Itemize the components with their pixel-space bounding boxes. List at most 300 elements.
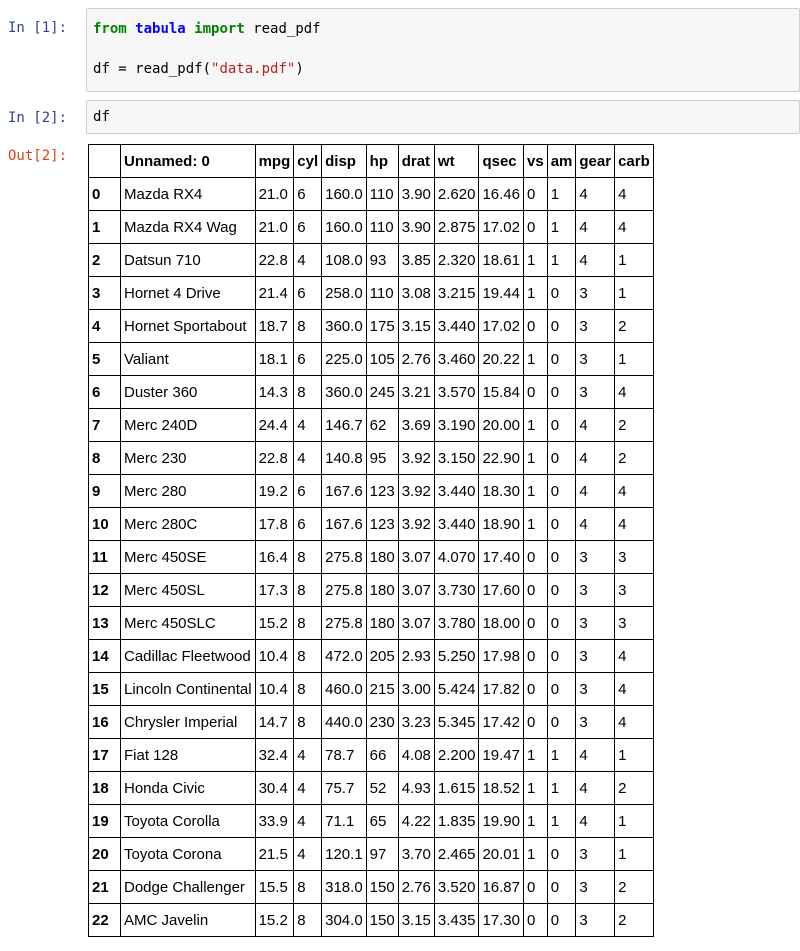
table-row bbox=[89, 805, 654, 838]
table-cell: 2.465 bbox=[434, 838, 479, 871]
table-row bbox=[89, 211, 654, 244]
table-cell: 75.7 bbox=[322, 772, 367, 805]
column-header: Unnamed: 0 bbox=[121, 145, 256, 178]
table-cell: 3 bbox=[576, 574, 615, 607]
table-cell: 5.250 bbox=[434, 640, 479, 673]
table-cell: 10.4 bbox=[255, 640, 294, 673]
row-index: 5 bbox=[89, 343, 121, 376]
table-cell: 20.00 bbox=[479, 409, 524, 442]
table-cell: 1 bbox=[524, 244, 548, 277]
table-cell: 3 bbox=[576, 343, 615, 376]
table-cell: 21.0 bbox=[255, 178, 294, 211]
table-cell: 15.2 bbox=[255, 607, 294, 640]
table-cell: 3.07 bbox=[398, 574, 434, 607]
table-cell: 4 bbox=[294, 805, 322, 838]
row-index: 11 bbox=[89, 541, 121, 574]
table-cell: 22.8 bbox=[255, 244, 294, 277]
column-header: drat bbox=[398, 145, 434, 178]
table-cell: 3 bbox=[576, 310, 615, 343]
table-cell: 8 bbox=[294, 607, 322, 640]
table-cell: 0 bbox=[547, 541, 576, 574]
table-cell: 3.15 bbox=[398, 310, 434, 343]
table-row bbox=[89, 409, 654, 442]
table-cell: 14.3 bbox=[255, 376, 294, 409]
table-cell: 275.8 bbox=[322, 607, 367, 640]
table-cell: 0 bbox=[524, 706, 548, 739]
table-cell: 2.76 bbox=[398, 871, 434, 904]
table-cell: 3 bbox=[576, 640, 615, 673]
table-cell: Chrysler Imperial bbox=[121, 706, 256, 739]
code-line bbox=[93, 61, 304, 77]
table-cell: 0 bbox=[524, 541, 548, 574]
table-cell: 3 bbox=[576, 277, 615, 310]
table-cell: 93 bbox=[366, 244, 398, 277]
table-cell: 160.0 bbox=[322, 211, 367, 244]
row-index: 1 bbox=[89, 211, 121, 244]
table-cell: 1 bbox=[615, 277, 654, 310]
table-row bbox=[89, 277, 654, 310]
table-cell: 0 bbox=[547, 376, 576, 409]
table-cell: Merc 450SL bbox=[121, 574, 256, 607]
row-index: 6 bbox=[89, 376, 121, 409]
table-cell: 6 bbox=[294, 343, 322, 376]
table-cell: Merc 280C bbox=[121, 508, 256, 541]
table-cell: 1 bbox=[547, 178, 576, 211]
table-cell: 0 bbox=[547, 310, 576, 343]
table-cell: 2 bbox=[615, 871, 654, 904]
table-cell: 440.0 bbox=[322, 706, 367, 739]
table-cell: 3.00 bbox=[398, 673, 434, 706]
table-cell: 3 bbox=[576, 673, 615, 706]
table-cell: 95 bbox=[366, 442, 398, 475]
row-index: 12 bbox=[89, 574, 121, 607]
table-cell: 1 bbox=[524, 805, 548, 838]
table-cell: Merc 240D bbox=[121, 409, 256, 442]
table-cell: 0 bbox=[524, 211, 548, 244]
table-cell: 0 bbox=[547, 706, 576, 739]
table-cell: 120.1 bbox=[322, 838, 367, 871]
table-cell: 18.1 bbox=[255, 343, 294, 376]
table-cell: 1 bbox=[615, 838, 654, 871]
table-cell: 4 bbox=[294, 838, 322, 871]
table-cell: 3.69 bbox=[398, 409, 434, 442]
table-cell: 1 bbox=[615, 244, 654, 277]
table-cell: 66 bbox=[366, 739, 398, 772]
table-cell: 150 bbox=[366, 904, 398, 937]
table-cell: 108.0 bbox=[322, 244, 367, 277]
column-header: hp bbox=[366, 145, 398, 178]
column-header: disp bbox=[322, 145, 367, 178]
table-cell: 0 bbox=[524, 178, 548, 211]
code-cell-2[interactable] bbox=[86, 100, 800, 134]
table-cell: 3.70 bbox=[398, 838, 434, 871]
table-cell: 0 bbox=[547, 673, 576, 706]
table-cell: 32.4 bbox=[255, 739, 294, 772]
table-cell: 1.835 bbox=[434, 805, 479, 838]
table-cell: 4.070 bbox=[434, 541, 479, 574]
table-cell: 0 bbox=[524, 574, 548, 607]
table-cell: 97 bbox=[366, 838, 398, 871]
table-cell: 1 bbox=[615, 739, 654, 772]
row-index: 3 bbox=[89, 277, 121, 310]
table-cell: 10.4 bbox=[255, 673, 294, 706]
table-cell: 2.76 bbox=[398, 343, 434, 376]
table-cell: 18.90 bbox=[479, 508, 524, 541]
table-cell: 8 bbox=[294, 376, 322, 409]
table-cell: 3.92 bbox=[398, 508, 434, 541]
table-cell: 3.85 bbox=[398, 244, 434, 277]
table-cell: 0 bbox=[547, 277, 576, 310]
table-cell: Toyota Corona bbox=[121, 838, 256, 871]
row-index: 16 bbox=[89, 706, 121, 739]
row-index: 10 bbox=[89, 508, 121, 541]
output-prompt-2: Out[2]: bbox=[8, 148, 68, 164]
table-cell: 8 bbox=[294, 871, 322, 904]
table-cell: 4 bbox=[576, 805, 615, 838]
table-cell: 20.22 bbox=[479, 343, 524, 376]
table-cell: 17.3 bbox=[255, 574, 294, 607]
table-cell: 205 bbox=[366, 640, 398, 673]
table-cell: 17.8 bbox=[255, 508, 294, 541]
table-cell: 2 bbox=[615, 310, 654, 343]
table-cell: 18.30 bbox=[479, 475, 524, 508]
row-index: 4 bbox=[89, 310, 121, 343]
table-cell: 0 bbox=[524, 376, 548, 409]
column-header: qsec bbox=[479, 145, 524, 178]
table-cell: Hornet Sportabout bbox=[121, 310, 256, 343]
code-cell-1[interactable] bbox=[86, 8, 800, 92]
column-header: wt bbox=[434, 145, 479, 178]
table-cell: 460.0 bbox=[322, 673, 367, 706]
table-cell: 3.150 bbox=[434, 442, 479, 475]
table-cell: 4 bbox=[576, 475, 615, 508]
table-cell: 17.02 bbox=[479, 211, 524, 244]
table-cell: 2 bbox=[615, 904, 654, 937]
table-cell: 225.0 bbox=[322, 343, 367, 376]
table-cell: 17.30 bbox=[479, 904, 524, 937]
row-index: 21 bbox=[89, 871, 121, 904]
table-cell: 3 bbox=[576, 871, 615, 904]
table-cell: 110 bbox=[366, 277, 398, 310]
column-header: carb bbox=[615, 145, 654, 178]
table-cell: 17.60 bbox=[479, 574, 524, 607]
table-cell: 4 bbox=[615, 376, 654, 409]
table-cell: 360.0 bbox=[322, 376, 367, 409]
table-cell: 3.23 bbox=[398, 706, 434, 739]
table-cell: 17.42 bbox=[479, 706, 524, 739]
table-cell: 8 bbox=[294, 574, 322, 607]
table-cell: 4 bbox=[576, 244, 615, 277]
code-token bbox=[186, 21, 194, 37]
row-index: 14 bbox=[89, 640, 121, 673]
table-cell: 4 bbox=[576, 178, 615, 211]
table-cell: Mazda RX4 bbox=[121, 178, 256, 211]
table-cell: 8 bbox=[294, 706, 322, 739]
table-cell: Datsun 710 bbox=[121, 244, 256, 277]
table-cell: 3.520 bbox=[434, 871, 479, 904]
table-row bbox=[89, 607, 654, 640]
table-row bbox=[89, 739, 654, 772]
table-cell: 19.2 bbox=[255, 475, 294, 508]
table-cell: Mazda RX4 Wag bbox=[121, 211, 256, 244]
code-token: tabula bbox=[135, 21, 186, 37]
table-cell: 0 bbox=[547, 838, 576, 871]
table-cell: 4.22 bbox=[398, 805, 434, 838]
table-cell: 6 bbox=[294, 211, 322, 244]
table-cell: 1 bbox=[615, 343, 654, 376]
table-cell: 8 bbox=[294, 640, 322, 673]
table-cell: 0 bbox=[524, 871, 548, 904]
dataframe-table bbox=[88, 144, 654, 937]
table-cell: 0 bbox=[547, 871, 576, 904]
column-header: cyl bbox=[294, 145, 322, 178]
table-cell: 0 bbox=[547, 475, 576, 508]
table-cell: AMC Javelin bbox=[121, 904, 256, 937]
table-cell: 0 bbox=[547, 640, 576, 673]
table-cell: 3.92 bbox=[398, 442, 434, 475]
table-cell: 22.8 bbox=[255, 442, 294, 475]
table-cell: 150 bbox=[366, 871, 398, 904]
table-cell: 2.200 bbox=[434, 739, 479, 772]
table-cell: 4 bbox=[576, 508, 615, 541]
table-cell: 258.0 bbox=[322, 277, 367, 310]
table-cell: Merc 450SE bbox=[121, 541, 256, 574]
table-row bbox=[89, 871, 654, 904]
table-cell: 1 bbox=[524, 772, 548, 805]
table-row bbox=[89, 673, 654, 706]
code-token: "data.pdf" bbox=[211, 61, 296, 77]
table-cell: 3.780 bbox=[434, 607, 479, 640]
table-cell: 123 bbox=[366, 508, 398, 541]
table-cell: 8 bbox=[294, 904, 322, 937]
table-cell: 0 bbox=[547, 904, 576, 937]
table-cell: 8 bbox=[294, 310, 322, 343]
table-cell: 2 bbox=[615, 409, 654, 442]
table-cell: 4.08 bbox=[398, 739, 434, 772]
table-cell: 22.90 bbox=[479, 442, 524, 475]
table-cell: 175 bbox=[366, 310, 398, 343]
table-cell: 3 bbox=[576, 607, 615, 640]
table-cell: 0 bbox=[524, 640, 548, 673]
table-cell: 1 bbox=[524, 277, 548, 310]
table-cell: 14.7 bbox=[255, 706, 294, 739]
row-index: 13 bbox=[89, 607, 121, 640]
table-row bbox=[89, 640, 654, 673]
table-cell: 318.0 bbox=[322, 871, 367, 904]
table-cell: 3.90 bbox=[398, 211, 434, 244]
table-row bbox=[89, 772, 654, 805]
code-token: df = read_pdf( bbox=[93, 61, 212, 77]
table-cell: 30.4 bbox=[255, 772, 294, 805]
table-cell: 3.460 bbox=[434, 343, 479, 376]
table-cell: 1 bbox=[524, 409, 548, 442]
table-cell: 0 bbox=[547, 607, 576, 640]
table-cell: 167.6 bbox=[322, 475, 367, 508]
table-cell: 2.620 bbox=[434, 178, 479, 211]
table-cell: 15.84 bbox=[479, 376, 524, 409]
table-cell: 160.0 bbox=[322, 178, 367, 211]
table-cell: 1 bbox=[547, 244, 576, 277]
table-cell: 3 bbox=[576, 838, 615, 871]
table-cell: Dodge Challenger bbox=[121, 871, 256, 904]
table-cell: 4 bbox=[294, 442, 322, 475]
table-cell: 17.02 bbox=[479, 310, 524, 343]
table-cell: 4 bbox=[615, 508, 654, 541]
table-cell: 4 bbox=[615, 640, 654, 673]
table-cell: 18.00 bbox=[479, 607, 524, 640]
row-index: 20 bbox=[89, 838, 121, 871]
table-row bbox=[89, 475, 654, 508]
table-row bbox=[89, 508, 654, 541]
table-cell: 3.90 bbox=[398, 178, 434, 211]
table-cell: 4 bbox=[576, 442, 615, 475]
table-cell: 275.8 bbox=[322, 574, 367, 607]
table-cell: 3.07 bbox=[398, 541, 434, 574]
table-cell: 4 bbox=[615, 475, 654, 508]
column-header: mpg bbox=[255, 145, 294, 178]
table-cell: 6 bbox=[294, 508, 322, 541]
table-cell: 19.44 bbox=[479, 277, 524, 310]
table-cell: 180 bbox=[366, 541, 398, 574]
table-cell: Lincoln Continental bbox=[121, 673, 256, 706]
table-cell: 2.320 bbox=[434, 244, 479, 277]
table-cell: 3.440 bbox=[434, 310, 479, 343]
table-cell: 3.435 bbox=[434, 904, 479, 937]
row-index: 15 bbox=[89, 673, 121, 706]
table-cell: 78.7 bbox=[322, 739, 367, 772]
table-cell: 33.9 bbox=[255, 805, 294, 838]
table-cell: 4 bbox=[615, 673, 654, 706]
output-area bbox=[88, 144, 654, 937]
table-cell: 6 bbox=[294, 277, 322, 310]
table-cell: 18.7 bbox=[255, 310, 294, 343]
table-cell: 5.424 bbox=[434, 673, 479, 706]
table-cell: 4 bbox=[615, 178, 654, 211]
table-cell: 8 bbox=[294, 541, 322, 574]
table-cell: 180 bbox=[366, 574, 398, 607]
table-cell: 2 bbox=[615, 772, 654, 805]
table-cell: 4 bbox=[294, 409, 322, 442]
column-header: vs bbox=[524, 145, 548, 178]
table-row bbox=[89, 442, 654, 475]
table-cell: 21.4 bbox=[255, 277, 294, 310]
table-cell: 1 bbox=[524, 442, 548, 475]
table-row bbox=[89, 706, 654, 739]
table-cell: 6 bbox=[294, 178, 322, 211]
table-row bbox=[89, 343, 654, 376]
table-row bbox=[89, 376, 654, 409]
table-cell: 3 bbox=[615, 574, 654, 607]
code-token: from bbox=[93, 21, 127, 37]
table-cell: 3.92 bbox=[398, 475, 434, 508]
table-cell: Fiat 128 bbox=[121, 739, 256, 772]
table-cell: 5.345 bbox=[434, 706, 479, 739]
table-cell: 1 bbox=[524, 508, 548, 541]
index-header bbox=[89, 145, 121, 178]
table-cell: 1 bbox=[547, 772, 576, 805]
table-cell: 62 bbox=[366, 409, 398, 442]
code-line bbox=[93, 109, 110, 125]
table-cell: 2.93 bbox=[398, 640, 434, 673]
table-cell: Duster 360 bbox=[121, 376, 256, 409]
table-cell: 24.4 bbox=[255, 409, 294, 442]
table-cell: 3.730 bbox=[434, 574, 479, 607]
table-cell: 4 bbox=[576, 211, 615, 244]
table-cell: 110 bbox=[366, 178, 398, 211]
table-cell: 1 bbox=[615, 805, 654, 838]
code-token bbox=[127, 21, 135, 37]
table-cell: 0 bbox=[524, 904, 548, 937]
code-token: read_pdf bbox=[244, 21, 321, 37]
column-header: am bbox=[547, 145, 576, 178]
table-cell: 1 bbox=[547, 739, 576, 772]
table-cell: 0 bbox=[524, 310, 548, 343]
row-index: 19 bbox=[89, 805, 121, 838]
table-cell: 8 bbox=[294, 673, 322, 706]
table-cell: 4 bbox=[294, 772, 322, 805]
table-cell: 304.0 bbox=[322, 904, 367, 937]
table-cell: 4 bbox=[576, 409, 615, 442]
table-cell: 167.6 bbox=[322, 508, 367, 541]
table-cell: 215 bbox=[366, 673, 398, 706]
table-cell: 3 bbox=[615, 541, 654, 574]
table-cell: 360.0 bbox=[322, 310, 367, 343]
table-cell: 52 bbox=[366, 772, 398, 805]
table-row bbox=[89, 541, 654, 574]
table-cell: 19.90 bbox=[479, 805, 524, 838]
row-index: 9 bbox=[89, 475, 121, 508]
table-cell: 1.615 bbox=[434, 772, 479, 805]
table-cell: 3 bbox=[576, 904, 615, 937]
table-cell: 1 bbox=[524, 475, 548, 508]
table-cell: 3.440 bbox=[434, 508, 479, 541]
code-line bbox=[93, 21, 321, 37]
table-row bbox=[89, 838, 654, 871]
table-cell: 105 bbox=[366, 343, 398, 376]
table-cell: 0 bbox=[547, 409, 576, 442]
table-cell: 245 bbox=[366, 376, 398, 409]
table-cell: 4 bbox=[576, 739, 615, 772]
table-cell: 3 bbox=[576, 541, 615, 574]
table-cell: 3 bbox=[576, 376, 615, 409]
input-prompt-1: In [1]: bbox=[8, 20, 68, 36]
code-token: df bbox=[93, 109, 110, 125]
table-cell: 3.570 bbox=[434, 376, 479, 409]
table-cell: 123 bbox=[366, 475, 398, 508]
table-cell: Honda Civic bbox=[121, 772, 256, 805]
table-header-row bbox=[89, 145, 654, 178]
table-body bbox=[89, 178, 654, 937]
table-row bbox=[89, 574, 654, 607]
table-row bbox=[89, 178, 654, 211]
row-index: 0 bbox=[89, 178, 121, 211]
row-index: 22 bbox=[89, 904, 121, 937]
table-cell: 1 bbox=[547, 805, 576, 838]
table-cell: 0 bbox=[547, 508, 576, 541]
table-cell: 4 bbox=[615, 211, 654, 244]
code-token: ) bbox=[295, 61, 304, 77]
table-cell: 0 bbox=[547, 343, 576, 376]
table-cell: 19.47 bbox=[479, 739, 524, 772]
table-cell: 6 bbox=[294, 475, 322, 508]
table-cell: 230 bbox=[366, 706, 398, 739]
table-cell: Valiant bbox=[121, 343, 256, 376]
table-cell: 1 bbox=[547, 211, 576, 244]
table-cell: 0 bbox=[547, 442, 576, 475]
table-cell: 17.40 bbox=[479, 541, 524, 574]
table-cell: 3.215 bbox=[434, 277, 479, 310]
row-index: 8 bbox=[89, 442, 121, 475]
